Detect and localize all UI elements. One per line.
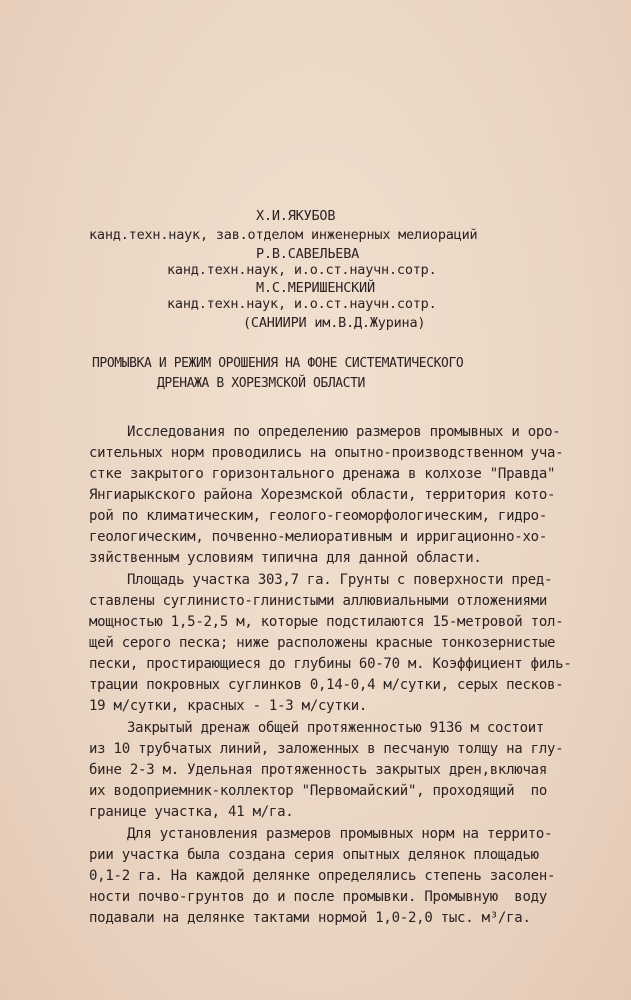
body-line: подавали на делянке тактами нормой 1,0-2,0 тыс. м³/га. — [89, 910, 531, 926]
author-1-name: Х.И.ЯКУБОВ — [256, 208, 336, 224]
body-line: трации покровных суглинков 0,14-0,4 м/сутки, серых песков- — [89, 677, 564, 693]
author-3-position: канд.техн.наук, и.о.ст.научн.сотр. — [167, 296, 437, 312]
article-title-line-1: ПРОМЫВКА И РЕЖИМ ОРОШЕНИЯ НА ФОНЕ СИСТЕМАТИЧЕСКОГО — [92, 356, 464, 371]
body-line: Закрытый дренаж общей протяженностью 9136 м состоит — [127, 720, 545, 736]
body-line: Площадь участка 303,7 га. Грунты с поверхности пред- — [127, 572, 553, 588]
body-line: пески, простирающиеся до глубины 60-70 м. Коэффициент филь- — [89, 656, 572, 672]
body-line: ности почво-грунтов до и после промывки. Промывную воду — [89, 889, 548, 905]
body-line: рой по климатическим, геолого-геоморфологическим, гидро- — [89, 508, 548, 524]
body-line: 0,1-2 га. На каждой делянке определялись степень засолен- — [89, 868, 556, 884]
body-line: границе участка, 41 м/га. — [89, 804, 294, 820]
author-2-name: Р.В.САВЕЛЬЕВА — [256, 246, 360, 262]
body-line: геологическим, почвенно-мелиоративным и ирригационно-хо- — [89, 529, 548, 545]
body-line: из 10 трубчатых линий, заложенных в песчаную толщу на глу- — [89, 741, 564, 757]
body-line: бине 2-3 м. Удельная протяженность закрытых дрен,включая — [89, 762, 548, 778]
body-line: стке закрытого горизонтального дренажа в колхозе "Правда" — [89, 466, 556, 482]
body-line: ставлены суглинисто-глинистыми аллювиальными отложениями — [89, 593, 548, 609]
body-line: их водоприемник-коллектор "Первомайский", проходящий по — [89, 783, 548, 799]
body-line: Янгиарыкского района Хорезмской области, территория кото- — [89, 487, 556, 503]
institution: (САНИИРИ им.В.Д.Журина) — [243, 315, 426, 331]
body-line: Для установления размеров промывных норм на террито- — [127, 826, 553, 842]
body-line: рии участка была создана серия опытных делянок площадью — [89, 847, 539, 863]
author-2-position: канд.техн.наук, и.о.ст.научн.сотр. — [167, 262, 437, 278]
body-line: щей серого песка; ниже расположены красные тонкозернистые — [89, 635, 556, 651]
author-1-position: канд.техн.наук, зав.отделом инженерных мелиораций — [89, 227, 478, 243]
author-3-name: М.С.МЕРИШЕНСКИЙ — [256, 280, 375, 296]
body-line: 19 м/сутки, красных - 1-3 м/сутки. — [89, 698, 368, 714]
body-line: мощностью 1,5-2,5 м, которые подстилаются 15-метровой тол- — [89, 614, 564, 630]
body-line: сительных норм проводились на опытно-производственном уча- — [89, 445, 564, 461]
article-title-line-2: ДРЕНАЖА В ХОРЕЗМСКОЙ ОБЛАСТИ — [157, 376, 365, 391]
body-line: Исследования по определению размеров промывных и оро- — [127, 424, 561, 440]
body-line: зяйственным условиям типична для данной области. — [89, 550, 482, 566]
